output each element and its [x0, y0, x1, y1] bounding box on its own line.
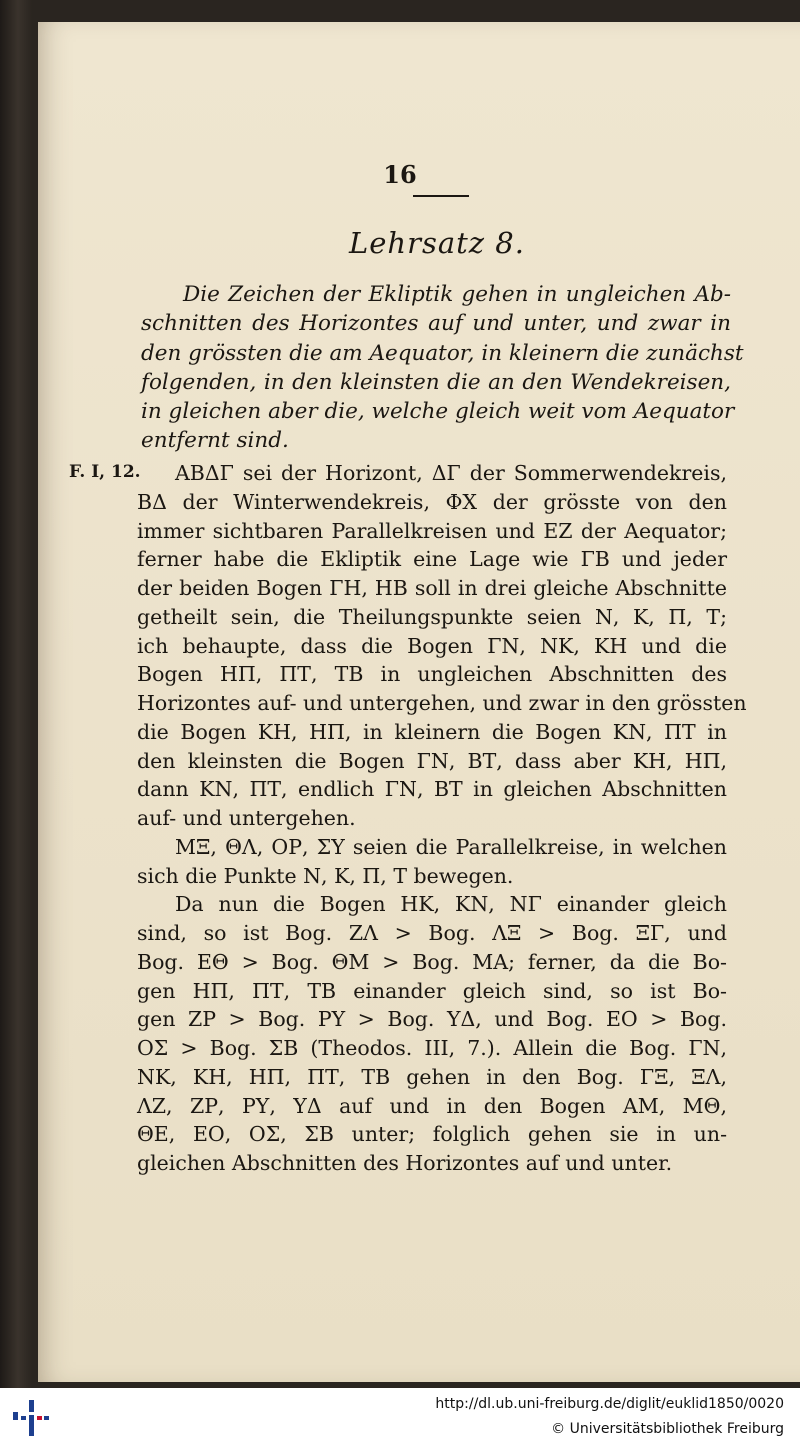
proof-line: ΟΣ > Bog. ΣΒ (Theodos. III, 7.). Allein die Bog. ΓΝ, [137, 1036, 727, 1060]
theorem-line: den grössten die am Aequator, in kleinern die zunächst [141, 340, 744, 366]
viewer-footer [0, 1388, 800, 1446]
ub-freiburg-logo-icon[interactable] [10, 1398, 50, 1438]
proof-line: Da nun die Bogen ΗΚ, ΚΝ, ΝΓ einander gleich [175, 892, 727, 917]
proof-line: ΛΖ, ΖΡ, ΡΥ, ΥΔ auf und in den Bogen ΑΜ, ΜΘ, [137, 1093, 727, 1118]
proof-line: immer sichtbaren Parallelkreisen und ΕΖ der Aequator; [137, 518, 727, 543]
proof-line: dann ΚΝ, ΠΤ, endlich ΓΝ, ΒΤ in gleichen Abschnitten [137, 777, 727, 802]
proof-line: ΘΕ, ΕΟ, ΟΣ, ΣΒ unter; folglich gehen sie in un- [137, 1122, 727, 1147]
proof-line: die Bogen ΚΗ, ΗΠ, in kleinern die Bogen ΚΝ, ΠΤ in [137, 719, 727, 744]
theorem-statement [141, 280, 744, 456]
proof-text [137, 459, 747, 1178]
proof-line: den kleinsten die Bogen ΓΝ, ΒΤ, dass aber ΚΗ, ΗΠ, [137, 748, 727, 773]
theorem-line: in gleichen aber die, welche gleich weit vom Aequator [141, 399, 735, 425]
page-number-underline [413, 195, 469, 197]
proof-line: getheilt sein, die Theilungspunkte seien Ν, Κ, Π, Τ; [137, 604, 727, 629]
theorem-heading: Lehrsatz 8. [349, 226, 525, 260]
proof-line: sind, so ist Bog. ΖΛ > Bog. ΛΞ > Bog. ΞΓ, und [137, 921, 727, 945]
copyright-notice: © Universitätsbibliothek Freiburg [551, 1421, 784, 1437]
theorem-line: schnitten des Horizontes auf und unter, und zwar in [141, 311, 731, 337]
proof-line: Bog. ΕΘ > Bog. ΘΜ > Bog. ΜΑ; ferner, da die Bo- [137, 949, 727, 974]
proof-line: gen ΗΠ, ΠΤ, ΤΒ einander gleich sind, so ist Bo- [137, 978, 727, 1003]
page-number: 16 [383, 160, 417, 189]
proof-line: der beiden Bogen ΓΗ, ΗΒ soll in drei gleiche Abschnitte [137, 576, 727, 600]
proof-line: ΑΒΔΓ sei der Horizont, ΔΓ der Sommerwendekreis, [175, 461, 727, 485]
proof-line: Bogen ΗΠ, ΠΤ, ΤΒ in ungleichen Abschnitten des [137, 662, 727, 687]
permalink-url[interactable]: http://dl.ub.uni-freiburg.de/diglit/euklid1850/0020 [435, 1396, 784, 1412]
proof-line: ich behaupte, dass die Bogen ΓΝ, ΝΚ, ΚΗ und die [137, 633, 727, 658]
proof-line: auf- und untergehen. [137, 806, 356, 830]
proof-line: ferner habe die Ekliptik eine Lage wie ΓΒ und jeder [137, 547, 727, 572]
figure-reference: F. I, 12. [69, 462, 141, 482]
proof-line: gleichen Abschnitten des Horizontes auf und unter. [137, 1151, 673, 1175]
theorem-line: Die Zeichen der Ekliptik gehen in ungleichen Ab- [183, 282, 731, 307]
proof-line: ΒΔ der Winterwendekreis, ΦΧ der grösste von den [137, 489, 727, 514]
proof-line: gen ΖΡ > Bog. ΡΥ > Bog. ΥΔ, und Bog. ΕΟ > Bog. [137, 1007, 727, 1032]
proof-line: ΜΞ, ΘΛ, ΟΡ, ΣΥ seien die Parallelkreise, in welchen [175, 834, 727, 859]
proof-line: sich die Punkte Ν, Κ, Π, Τ bewegen. [137, 863, 514, 888]
theorem-line: entfernt sind. [141, 428, 289, 454]
proof-line: Horizontes auf- und untergehen, und zwar in den grössten [137, 691, 747, 715]
proof-line: ΝΚ, ΚΗ, ΗΠ, ΠΤ, ΤΒ gehen in den Bog. ΓΞ, ΞΛ, [137, 1064, 727, 1089]
theorem-line: folgenden, in den kleinsten die an den Wendekreisen, [141, 369, 731, 395]
